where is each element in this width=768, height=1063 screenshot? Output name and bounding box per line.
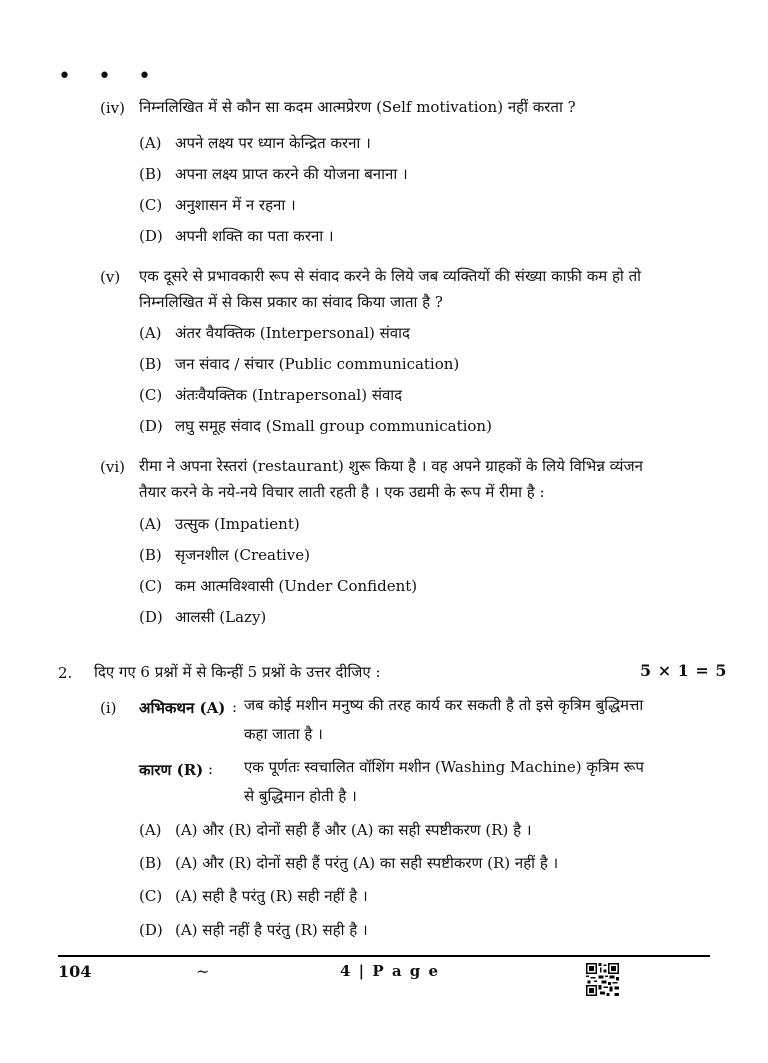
option-text: आलसी (Lazy) xyxy=(175,608,267,626)
question-iv-option-d xyxy=(139,226,334,246)
option-text: (A) और (R) दोनों सही हैं परंतु (A) का सही स्पष्टीकरण (R) नहीं है । xyxy=(175,854,559,872)
question-vi-line1: रीमा ने अपना रेस्तरां (restaurant) शुरू किया है । वह अपने ग्राहकों के लिये विभिन्न व्यंजन xyxy=(139,457,643,475)
reason-line1: एक पूर्णतः स्वचालित वॉशिंग मशीन (Washing Machine) कृत्रिम रूप xyxy=(244,758,644,776)
question-iv-text: निम्नलिखित में से कौन सा कदम आत्मप्रेरण (Self motivation) नहीं करता ? xyxy=(139,98,576,116)
option-label: (C) xyxy=(139,196,163,214)
option-label: (B) xyxy=(139,546,162,564)
assertion-colon: : xyxy=(232,698,238,716)
question-v-option-b xyxy=(139,354,459,374)
option-text: लघु समूह संवाद (Small group communication) xyxy=(175,417,492,435)
section-2-number: 2. xyxy=(58,664,73,682)
question-v-number: (v) xyxy=(100,268,121,286)
option-text: अपना लक्ष्य प्राप्त करने की योजना बनाना । xyxy=(175,165,408,183)
option-text: अंतर वैयक्तिक (Interpersonal) संवाद xyxy=(175,324,410,342)
option-label: (D) xyxy=(139,608,163,626)
question-2i-option-d xyxy=(139,920,368,940)
question-vi-option-b xyxy=(139,545,310,565)
question-iv-option-c xyxy=(139,195,296,215)
question-vi-option-a xyxy=(139,514,300,534)
question-iv-option-b xyxy=(139,164,408,184)
question-v-option-c xyxy=(139,385,402,405)
question-2i-option-c xyxy=(139,886,368,906)
question-2i-option-a xyxy=(139,820,532,840)
assertion-line1: जब कोई मशीन मनुष्य की तरह कार्य कर सकती है तो इसे कृत्रिम बुद्धिमत्ता xyxy=(244,696,644,714)
option-label: (C) xyxy=(139,887,163,905)
question-iv-number: (iv) xyxy=(100,99,125,117)
footer-tilde: ~ xyxy=(196,962,210,981)
option-text: (A) सही है परंतु (R) सही नहीं है । xyxy=(175,887,368,905)
option-label: (D) xyxy=(139,921,163,939)
question-v-line2: निम्नलिखित में से किस प्रकार का संवाद किया जाता है ? xyxy=(139,293,443,311)
page-bullets: • • • xyxy=(58,64,161,89)
option-text: जन संवाद / संचार (Public communication) xyxy=(175,355,460,373)
option-text: सृजनशील (Creative) xyxy=(175,546,310,564)
option-text: अनुशासन में न रहना । xyxy=(175,196,296,214)
question-vi-option-c xyxy=(139,576,417,596)
question-vi-line2: तैयार करने के नये-नये विचार लाती रहती है । एक उद्यमी के रूप में रीमा है : xyxy=(139,483,545,501)
option-text: उत्सुक (Impatient) xyxy=(175,515,300,533)
question-2i-option-b xyxy=(139,853,558,873)
option-label: (B) xyxy=(139,854,162,872)
option-text: अंतःवैयक्तिक (Intrapersonal) संवाद xyxy=(175,386,403,404)
section-2-instructions: दिए गए 6 प्रश्नों में से किन्हीं 5 प्रश्नों के उत्तर दीजिए : xyxy=(94,663,381,681)
option-text: अपनी शक्ति का पता करना । xyxy=(175,227,334,245)
qr-code-icon xyxy=(586,963,619,996)
assertion-label: अभिकथन (A) xyxy=(139,699,226,717)
footer-paper-code: 104 xyxy=(58,962,92,981)
option-text: (A) सही नहीं है परंतु (R) सही है । xyxy=(175,921,368,939)
assertion-line2: कहा जाता है । xyxy=(244,725,323,743)
question-vi-option-d xyxy=(139,607,266,627)
question-v-option-d xyxy=(139,416,492,436)
option-label: (A) xyxy=(139,821,162,839)
question-v-line1: एक दूसरे से प्रभावकारी रूप से संवाद करने के लिये जब व्यक्तियों की संख्या काफ़ी कम हो तो xyxy=(139,267,642,285)
option-label: (D) xyxy=(139,417,163,435)
question-2i-number: (i) xyxy=(100,699,117,717)
section-2-marks: 5 × 1 = 5 xyxy=(640,661,727,680)
option-label: (C) xyxy=(139,577,163,595)
question-v-option-a xyxy=(139,323,410,343)
reason-label: कारण (R) xyxy=(139,761,204,779)
option-label: (B) xyxy=(139,355,162,373)
footer-divider xyxy=(58,955,710,957)
option-label: (A) xyxy=(139,515,162,533)
footer-page-number: 4 | P a g e xyxy=(340,962,440,980)
reason-colon: : xyxy=(208,760,214,778)
option-label: (C) xyxy=(139,386,163,404)
option-text: (A) और (R) दोनों सही हैं और (A) का सही स्पष्टीकरण (R) है । xyxy=(175,821,532,839)
reason-line2: से बुद्धिमान होती है । xyxy=(244,787,357,805)
option-text: अपने लक्ष्य पर ध्यान केन्द्रित करना । xyxy=(175,134,371,152)
option-label: (B) xyxy=(139,165,162,183)
option-text: कम आत्मविश्वासी (Under Confident) xyxy=(175,577,418,595)
option-label: (A) xyxy=(139,324,162,342)
option-label: (A) xyxy=(139,134,162,152)
option-label: (D) xyxy=(139,227,163,245)
question-vi-number: (vi) xyxy=(100,458,125,476)
question-iv-option-a xyxy=(139,133,371,153)
